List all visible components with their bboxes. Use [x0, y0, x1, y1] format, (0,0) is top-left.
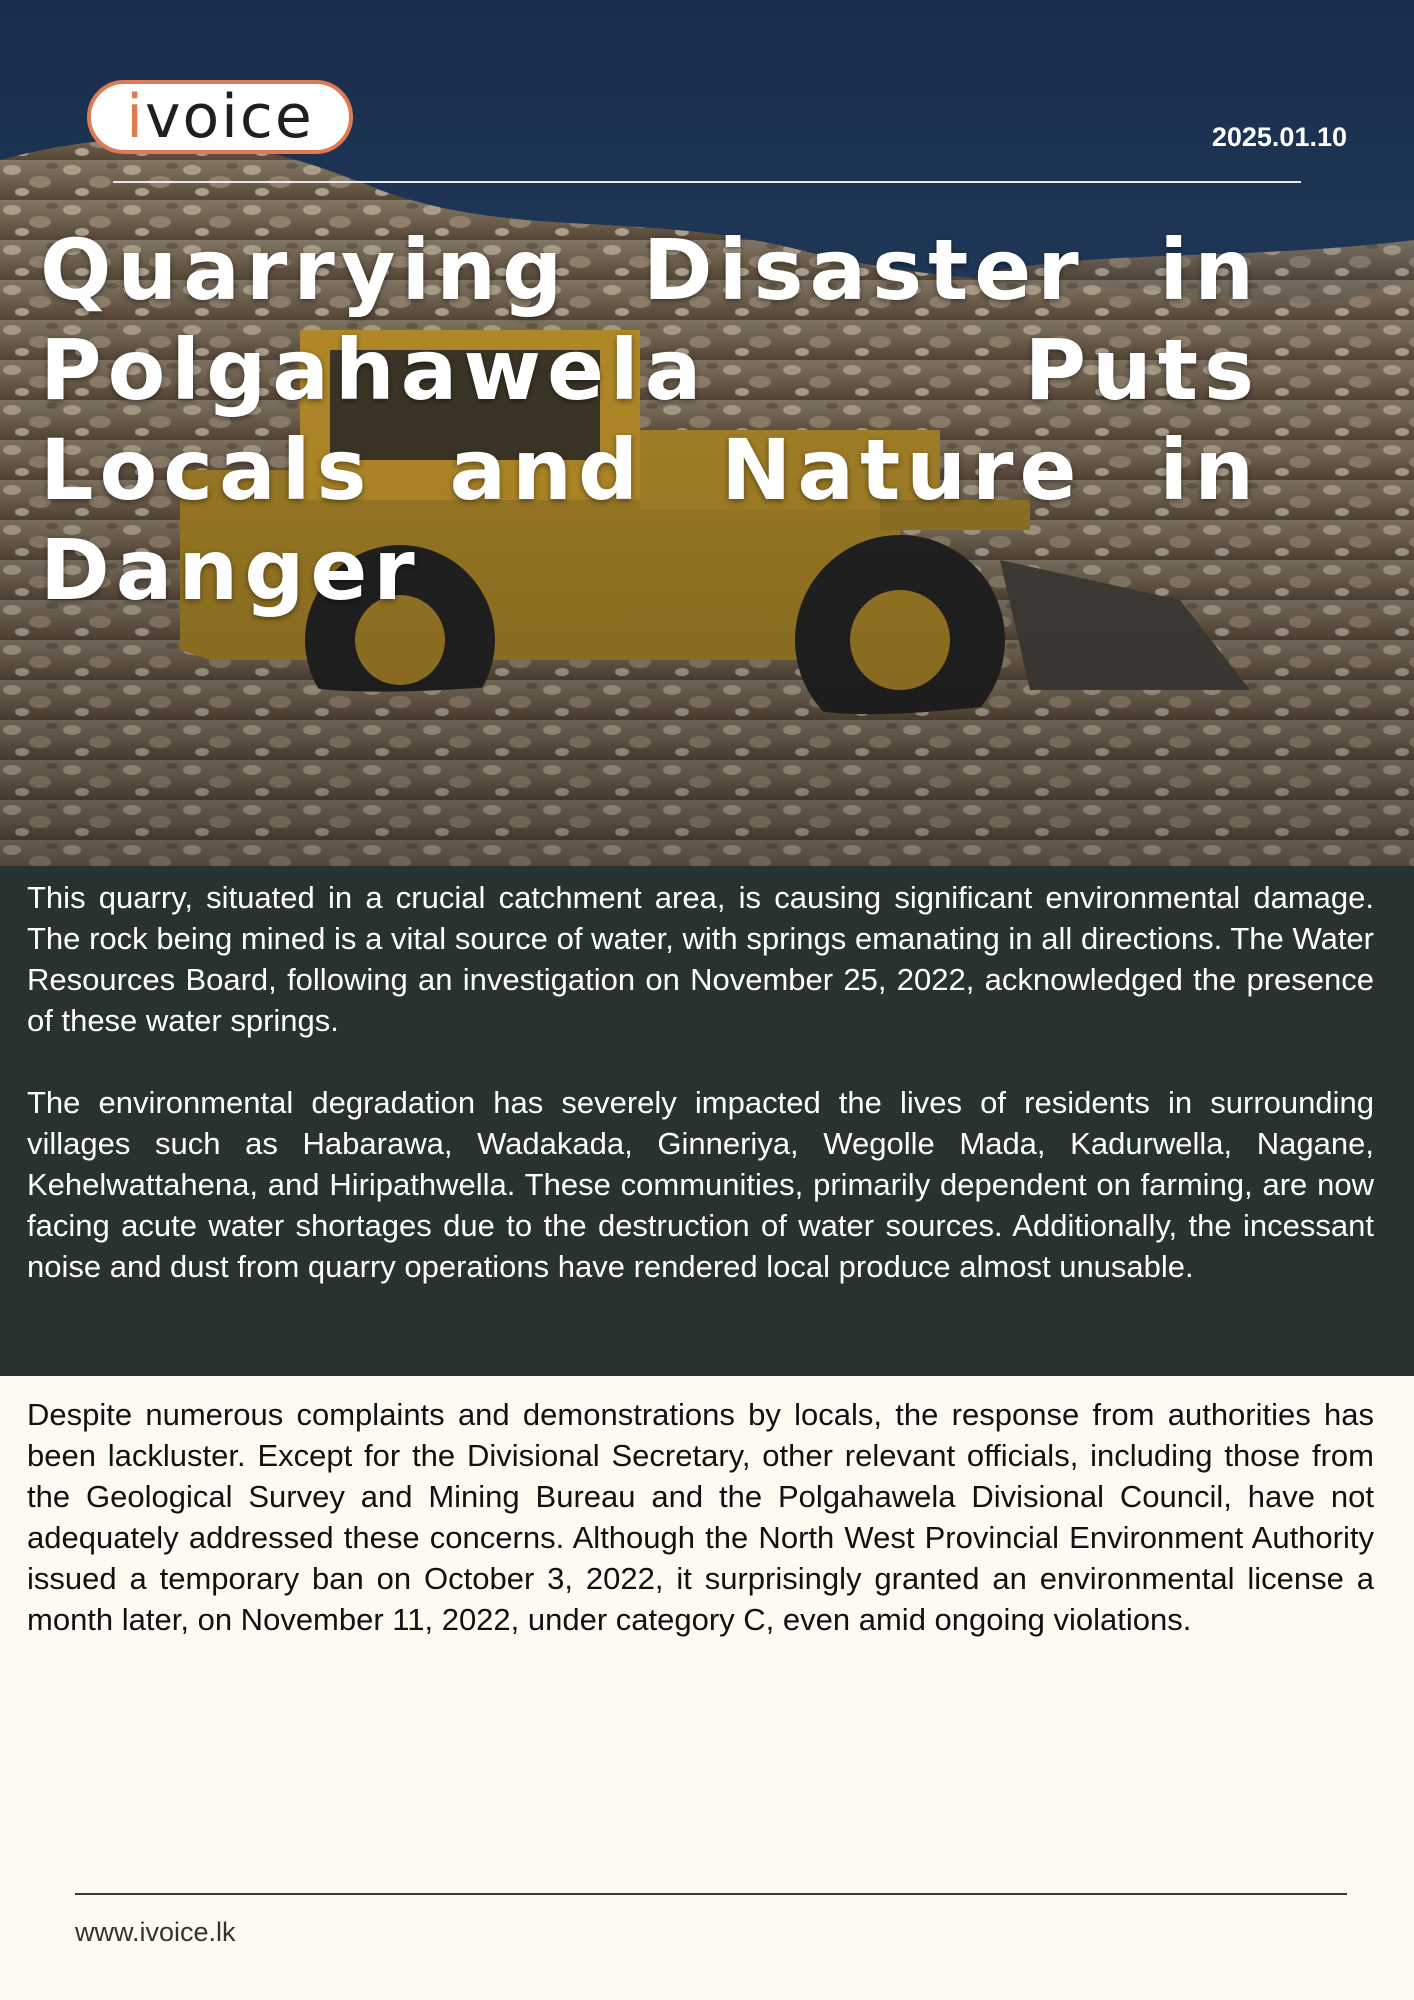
dark-content-section [0, 866, 1414, 1376]
paragraph-villages: The environmental degradation has severely impacted the lives of residents in surrounding villages such as Habarawa, Wadakada, Ginneriya, Wegolle Mada, Kadurwella, Nagane, Kehelwattahena, and Hiripathwella. These communities, primarily dependent on farming, are now facing acute water shortages due to the destruction of water sources. Additionally, the incessant noise and dust from quarry operations have rendered local produce almost unusable. [27, 1085, 1374, 1284]
footer-divider [75, 1893, 1347, 1895]
paragraph-authorities: Despite numerous complaints and demonstrations by locals, the response from authorities has been lackluster. Except for the Divisional Secretary, other relevant officials, including those from the Geological Survey and Mining Bureau and the Polgahawela Divisional Council, have not adequately addressed these concerns. Although the North West Provincial Environment Authority issued a temporary ban on October 3, 2022, it surprisingly granted an environmental license a month later, on November 11, 2022, under category C, even amid ongoing violations. [27, 1397, 1374, 1637]
hero-section [0, 0, 1414, 866]
publish-date: 2025.01.10 [1211, 122, 1347, 152]
logo-text: voice [144, 82, 314, 152]
header-divider [113, 181, 1301, 183]
logo-accent-letter: i [126, 82, 145, 152]
paragraph-catchment: This quarry, situated in a crucial catchment area, is causing significant environmental damage. The rock being mined is a vital source of water, with springs emanating in all directions. The Water Resources Board, following an investigation on November 25, 2022, acknowledged the presence of these water springs. [27, 880, 1374, 1038]
headline: Quarrying Disaster in Polgahawela Puts Locals and Nature in Danger [40, 221, 1260, 619]
light-content-section [0, 1376, 1414, 1640]
ivoice-logo [87, 80, 353, 154]
footer-website-link[interactable]: www.ivoice.lk [75, 1917, 236, 1947]
